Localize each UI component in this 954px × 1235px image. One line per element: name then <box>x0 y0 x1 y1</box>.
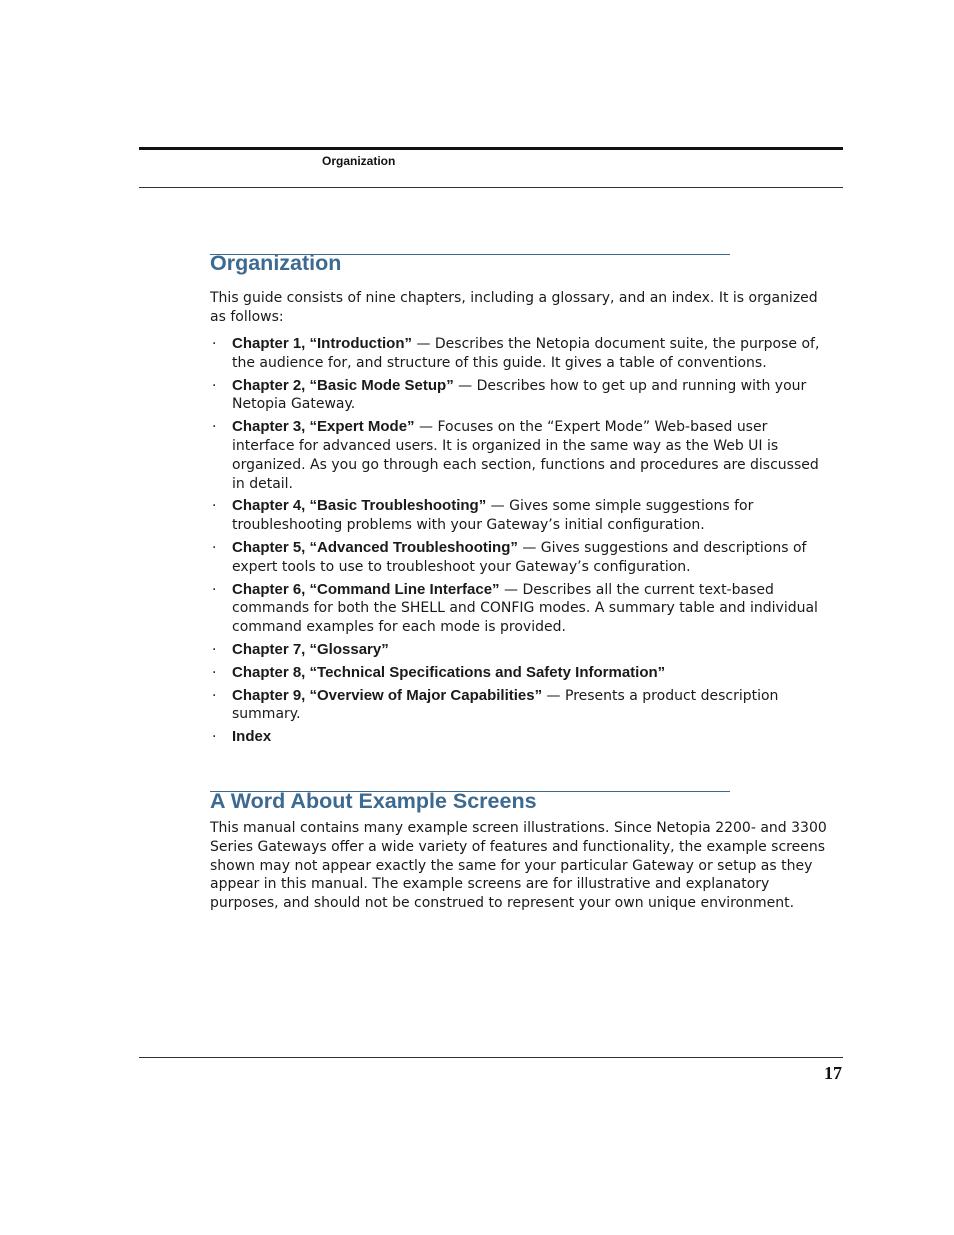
chapter-title: Chapter 9, “Overview of Major Capabilities” <box>232 686 543 704</box>
chapter-description: — Describes all the current text-based commands for both the SHELL and CONFIG modes. A summary table and individual command examples for each mode is provided. <box>232 581 818 636</box>
chapter-description: — Describes the Netopia document suite, the purpose of, the audience for, and structure of this guide. It gives a table of conventions. <box>232 336 820 371</box>
chapter-description: — Presents a product description summary. <box>232 687 779 723</box>
page-number: 17 <box>824 1063 842 1083</box>
bullet-icon: · <box>212 687 217 704</box>
chapter-description: — Gives some simple suggestions for troubleshooting problems with your Gateway’s initial configuration. <box>232 498 754 534</box>
chapter-list <box>210 335 830 751</box>
bullet-icon: · <box>212 664 217 681</box>
bullet-icon: · <box>212 377 217 394</box>
organization-intro: This guide consists of nine chapters, including a glossary, and an index. It is organized as follows: <box>210 290 818 325</box>
bullet-icon: · <box>212 498 217 515</box>
chapter-title: Index <box>232 728 272 746</box>
list-item <box>210 497 830 535</box>
footer-rule <box>139 1057 843 1058</box>
chapter-title: Chapter 7, “Glossary” <box>232 640 389 658</box>
header-rule-thin <box>139 187 843 188</box>
bullet-icon: · <box>212 336 217 352</box>
list-item <box>210 539 830 577</box>
list-item <box>210 377 830 415</box>
list-item <box>210 728 830 747</box>
list-item <box>210 418 830 493</box>
bullet-icon: · <box>212 419 217 436</box>
chapter-title: Chapter 2, “Basic Mode Setup” <box>232 376 454 394</box>
chapter-description: — Focuses on the “Expert Mode” Web-based user interface for advanced users. It is organized in the same way as the Web UI is organized. As you go through each section, functions and procedures are discussed in detail. <box>232 419 819 492</box>
list-item <box>210 641 830 660</box>
chapter-title: Chapter 3, “Expert Mode” <box>232 418 415 436</box>
section-title-example-screens: A Word About Example Screens <box>210 789 537 813</box>
header-rule-thick <box>139 147 843 150</box>
running-header: Organization <box>322 154 396 168</box>
chapter-title: Chapter 4, “Basic Troubleshooting” <box>232 497 487 515</box>
bullet-icon: · <box>212 539 217 556</box>
example-screens-body: This manual contains many example screen illustrations. Since Netopia 2200- and 3300 Series Gateways offer a wide variety of features and functionality, the example screens shown may not appear exactly the same for your particular Gateway or setup as they appear in this manual. The example screens are for illustrative and explanatory purposes, and should not be construed to represent your own unique environment. <box>210 820 827 912</box>
chapter-title: Chapter 8, “Technical Specifications and Safety Information” <box>232 663 666 681</box>
list-item <box>210 664 830 683</box>
list-item <box>210 687 830 725</box>
chapter-title: Chapter 6, “Command Line Interface” <box>232 580 500 598</box>
section-title-organization: Organization <box>210 251 342 275</box>
bullet-icon: · <box>212 581 217 598</box>
chapter-description: — Describes how to get up and running with your Netopia Gateway. <box>232 377 807 413</box>
chapter-title: Chapter 5, “Advanced Troubleshooting” <box>232 538 518 556</box>
bullet-icon: · <box>212 641 217 658</box>
chapter-description: — Gives suggestions and descriptions of expert tools to use to troubleshoot your Gateway’s configuration. <box>232 539 807 575</box>
list-item <box>210 335 830 373</box>
chapter-title: Chapter 1, “Introduction” <box>232 335 412 352</box>
list-item <box>210 581 830 637</box>
bullet-icon: · <box>212 729 217 746</box>
